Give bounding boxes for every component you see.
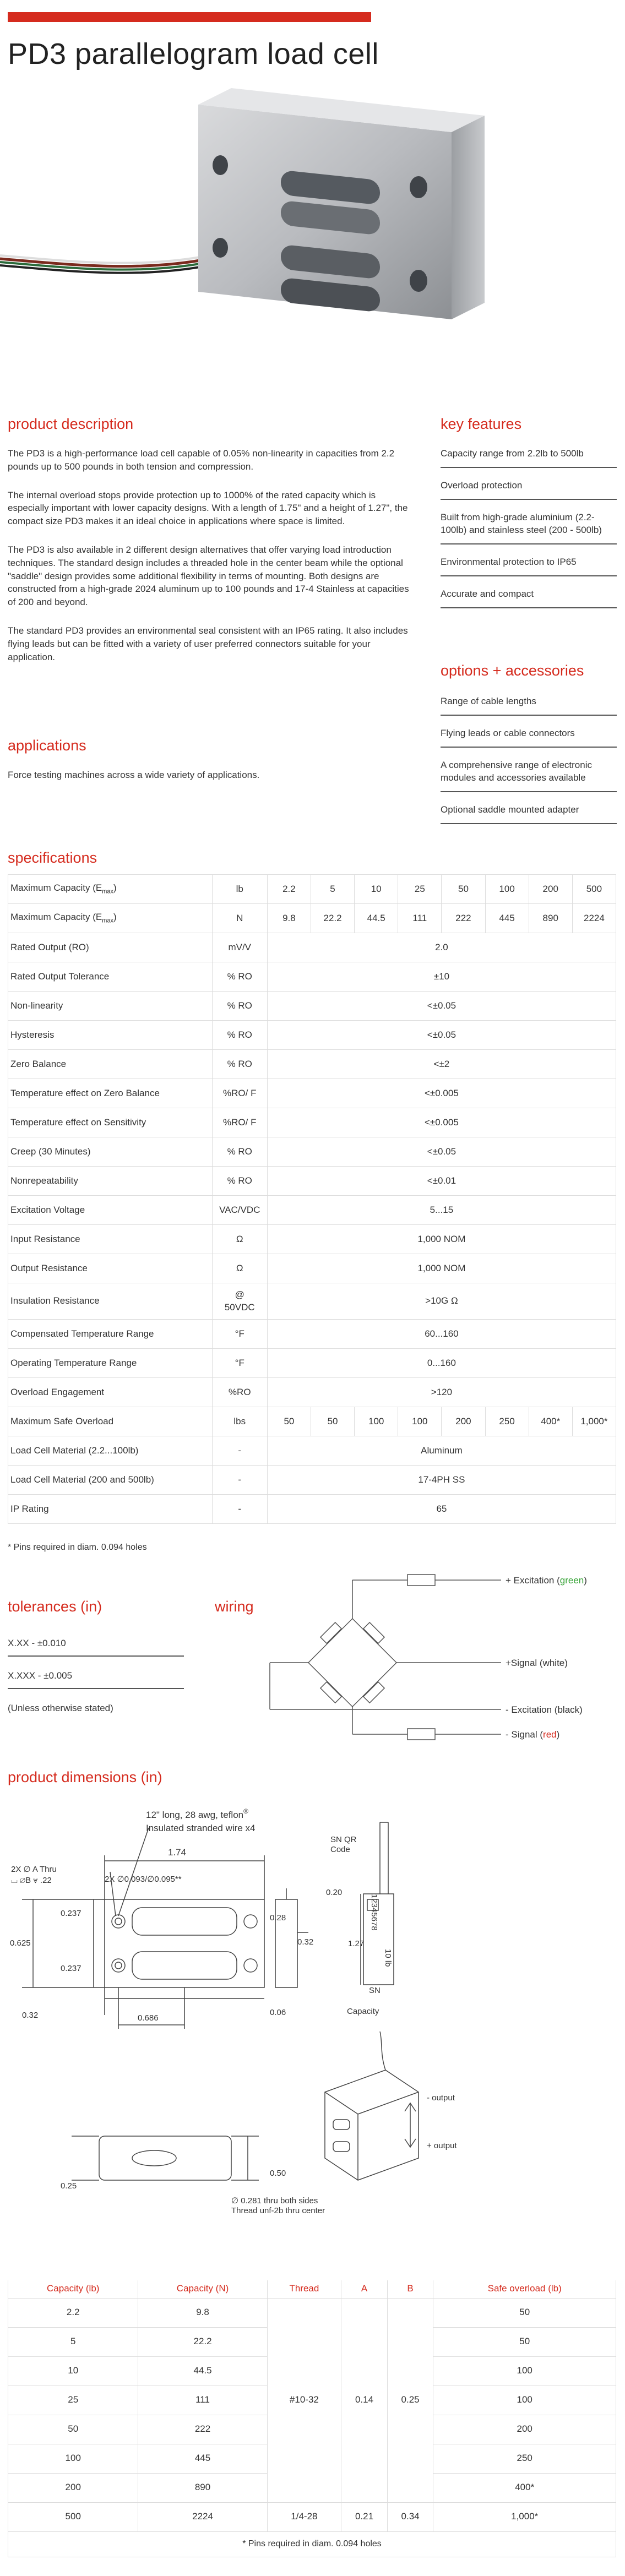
table-row <box>8 1283 616 1320</box>
table-row <box>8 1254 616 1283</box>
value-cell: 17-4PH SS <box>267 1466 616 1495</box>
safe-overload-cell: 1,000* <box>433 2502 616 2531</box>
unit-cell: N <box>212 904 267 933</box>
load-cell-product-image <box>0 83 625 347</box>
table-row <box>8 2502 616 2531</box>
value-cell: 5 <box>311 875 354 904</box>
unit-cell <box>212 1283 267 1320</box>
value-cell: 0...160 <box>267 1349 616 1378</box>
param-cell: Non-linearity <box>8 992 213 1021</box>
unit-line: 50VDC <box>224 1301 255 1312</box>
param-cell: Rated Output (RO) <box>8 933 213 962</box>
param-cell: Load Cell Material (2.2...100lb) <box>8 1436 213 1466</box>
dim-0237-b: 0.237 <box>61 1964 81 1973</box>
length-dim: 1.74 <box>168 1847 187 1858</box>
specifications-table <box>8 874 616 1524</box>
spec-footnote: * Pins required in diam. 0.094 holes <box>8 1543 147 1552</box>
param-cell <box>8 904 213 933</box>
unit-cell: mV/V <box>212 933 267 962</box>
capacity-lb-cell: 10 <box>8 2356 138 2386</box>
dim-050: 0.50 <box>270 2169 286 2178</box>
column-header: Thread <box>267 2280 341 2298</box>
param-cell: Load Cell Material (200 and 500lb) <box>8 1466 213 1495</box>
capacity-lb-cell: 100 <box>8 2444 138 2473</box>
value-cell: 1,000* <box>572 1407 616 1436</box>
capacity-n-cell: 2224 <box>138 2502 267 2531</box>
page-title: PD3 parallelogram load cell <box>8 37 379 70</box>
list-item: Optional saddle mounted adapter <box>441 800 617 824</box>
capacity-lb-cell: 200 <box>8 2473 138 2502</box>
value-cell: 50 <box>311 1407 354 1436</box>
table-row <box>8 1021 616 1050</box>
unit-cell: % RO <box>212 1167 267 1196</box>
column-header: Capacity (lb) <box>8 2280 138 2298</box>
capacity-lb-cell: 500 <box>8 2502 138 2531</box>
value-cell: 100 <box>355 1407 398 1436</box>
red-label: red <box>543 1729 557 1740</box>
value-cell: 1,000 NOM <box>267 1225 616 1254</box>
table-header-row <box>8 2280 616 2298</box>
param-cell: Temperature effect on Zero Balance <box>8 1079 213 1108</box>
safe-overload-cell: 50 <box>433 2298 616 2327</box>
value-cell: 60...160 <box>267 1320 616 1349</box>
description-paragraph: The PD3 is a high-performance load cell capable of 0.05% non-linearity in capacities from 2.2 pounds up to 500 pounds in both tension and compression. <box>8 448 395 472</box>
value-cell: <±0.01 <box>267 1167 616 1196</box>
tolerances-heading: tolerances (in) <box>8 1598 102 1615</box>
signal-minus-label <box>506 1729 559 1740</box>
safe-overload-cell: 200 <box>433 2415 616 2444</box>
param-cell: Input Resistance <box>8 1225 213 1254</box>
unit-cell: lb <box>212 875 267 904</box>
thru-dim: 2X ∅ A Thru <box>11 1865 57 1874</box>
list-item: A comprehensive range of electronic modules and accessories available <box>441 755 617 793</box>
unit-cell: VAC/VDC <box>212 1196 267 1225</box>
table-row <box>8 1167 616 1196</box>
table-row <box>8 1320 616 1349</box>
value-cell: 222 <box>442 904 485 933</box>
value-cell: >10G Ω <box>267 1283 616 1320</box>
column-header: B <box>387 2280 433 2298</box>
param-subscript: max <box>102 917 114 924</box>
thread-label-line2: Thread unf-2b thru center <box>231 2206 325 2213</box>
tolerances-list <box>8 1635 184 1731</box>
dim-0625: 0.625 <box>10 1938 31 1948</box>
wiring-diagram <box>259 1569 617 1745</box>
table-row <box>8 2531 616 2557</box>
list-item: Environmental protection to IP65 <box>441 552 617 576</box>
cable-label-line2: Insulated stranded wire x4 <box>146 1823 256 1833</box>
table-row <box>8 1108 616 1137</box>
capacity-n-cell: 44.5 <box>138 2356 267 2386</box>
param-text: Maximum Capacity (E <box>10 912 102 923</box>
unit-cell: %RO <box>212 1378 267 1407</box>
safe-overload-cell: 100 <box>433 2356 616 2386</box>
dimension-drawing <box>0 1784 625 2213</box>
param-subscript: max <box>102 888 114 895</box>
value-cell: 400* <box>529 1407 572 1436</box>
list-item: X.XXX - ±0.005 <box>8 1668 184 1689</box>
a-cell: 0.21 <box>341 2502 388 2531</box>
capacity-n-cell: 222 <box>138 2415 267 2444</box>
capacity-n-cell: 9.8 <box>138 2298 267 2327</box>
thread-cell: 1/4-28 <box>267 2502 341 2531</box>
param-cell: Compensated Temperature Range <box>8 1320 213 1349</box>
signal-minus-close: ) <box>556 1729 560 1740</box>
hole-dim: 2X ∅0.093/∅0.095** <box>105 1875 182 1884</box>
capacity-n-cell: 890 <box>138 2473 267 2502</box>
list-item: Flying leads or cable connectors <box>441 723 617 748</box>
value-cell: 200 <box>529 875 572 904</box>
param-cell: Operating Temperature Range <box>8 1349 213 1378</box>
capacity-n-cell: 22.2 <box>138 2327 267 2356</box>
dim-0686: 0.686 <box>138 2013 159 2023</box>
thread-label-line1: ∅ 0.281 thru both sides <box>231 2196 318 2205</box>
table-footnote: * Pins required in diam. 0.094 holes <box>8 2531 616 2557</box>
table-row <box>8 992 616 1021</box>
value-cell: 10 <box>355 875 398 904</box>
value-cell: <±0.005 <box>267 1079 616 1108</box>
param-cell: Overload Engagement <box>8 1378 213 1407</box>
capacity-n-cell: 111 <box>138 2386 267 2415</box>
dim-0237-a: 0.237 <box>61 1909 81 1918</box>
dim-032: 0.32 <box>22 2011 39 2020</box>
safe-overload-cell: 250 <box>433 2444 616 2473</box>
value-cell: 890 <box>529 904 572 933</box>
value-cell: 200 <box>442 1407 485 1436</box>
table-row <box>8 1079 616 1108</box>
unit-cell: - <box>212 1436 267 1466</box>
output-minus-label: - output <box>427 2093 455 2103</box>
table-row <box>8 1349 616 1378</box>
signal-plus-label: +Signal (white) <box>506 1658 568 1668</box>
value-cell: 100 <box>485 875 529 904</box>
wiring-heading: wiring <box>215 1598 254 1615</box>
unit-cell: °F <box>212 1320 267 1349</box>
unit-cell: Ω <box>212 1254 267 1283</box>
capacity-table <box>8 2280 616 2557</box>
safe-overload-cell: 400* <box>433 2473 616 2502</box>
table-row <box>8 1137 616 1167</box>
capacity-lb-cell: 25 <box>8 2386 138 2415</box>
param-close: ) <box>113 912 117 923</box>
param-cell: Output Resistance <box>8 1254 213 1283</box>
value-cell: 2.2 <box>267 875 311 904</box>
table-row <box>8 1050 616 1079</box>
cable-label-line1: 12" long, 28 awg, teflon <box>146 1810 244 1820</box>
unit-cell: % RO <box>212 1137 267 1167</box>
excitation-plus-close: ) <box>584 1575 587 1586</box>
applications-text: Force testing machines across a wide variety of applications. <box>8 770 260 780</box>
unit-cell: % RO <box>212 1021 267 1050</box>
value-cell: <±0.05 <box>267 1021 616 1050</box>
capacity-lb-cell: 50 <box>8 2415 138 2444</box>
list-item: Range of cable lengths <box>441 691 617 716</box>
param-cell: IP Rating <box>8 1495 213 1524</box>
specifications-heading: specifications <box>8 849 97 866</box>
param-cell: Insulation Resistance <box>8 1283 213 1320</box>
column-header: Capacity (N) <box>138 2280 267 2298</box>
unit-cell: - <box>212 1466 267 1495</box>
dim-025: 0.25 <box>61 2181 77 2191</box>
value-cell: 44.5 <box>355 904 398 933</box>
description-paragraph: The internal overload stops provide protection up to 1000% of the rated capacity which is especially important with lower capacity designs. With a length of 1.75" and a height of 1.27", the compact size PD3 makes it an ideal choice in applications where space is limited. <box>8 489 408 527</box>
table-row <box>8 875 616 904</box>
dimensions-heading: product dimensions (in) <box>8 1769 162 1785</box>
output-plus-label: + output <box>427 2141 457 2150</box>
value-cell: <±0.05 <box>267 1137 616 1167</box>
value-cell: 5...15 <box>267 1196 616 1225</box>
description-text <box>8 447 415 679</box>
value-cell: 250 <box>485 1407 529 1436</box>
list-item: Built from high-grade aluminium (2.2-100lb) and stainless steel (200 - 500lb) <box>441 508 617 545</box>
table-row <box>8 1495 616 1524</box>
param-cell: Creep (30 Minutes) <box>8 1137 213 1167</box>
cbore-dim: ⌴ ∅B ⩔ .22 <box>11 1876 52 1885</box>
signal-minus-text: - Signal ( <box>506 1729 544 1740</box>
options-heading: options + accessories <box>441 662 584 679</box>
list-item: X.XX - ±0.010 <box>8 1635 184 1657</box>
green-label: green <box>559 1575 584 1586</box>
value-cell: 50 <box>267 1407 311 1436</box>
value-cell: 445 <box>485 904 529 933</box>
param-cell: Zero Balance <box>8 1050 213 1079</box>
b-cell: 0.34 <box>387 2502 433 2531</box>
unit-cell: - <box>212 1495 267 1524</box>
unit-cell: % RO <box>212 992 267 1021</box>
table-row <box>8 1196 616 1225</box>
param-cell: Excitation Voltage <box>8 1196 213 1225</box>
value-cell: 65 <box>267 1495 616 1524</box>
value-cell: Aluminum <box>267 1436 616 1466</box>
dim-127: 1.27 <box>348 1939 365 1948</box>
table-row <box>8 1436 616 1466</box>
table-row <box>8 1225 616 1254</box>
excitation-minus-label: - Excitation (black) <box>506 1704 583 1715</box>
value-cell: 500 <box>572 875 616 904</box>
dim-032b: 0.32 <box>297 1937 314 1947</box>
key-features-list <box>441 444 617 616</box>
value-cell: <±2 <box>267 1050 616 1079</box>
unit-cell: Ω <box>212 1225 267 1254</box>
param-cell <box>8 875 213 904</box>
param-text: Maximum Capacity (E <box>10 883 102 894</box>
param-close: ) <box>113 883 117 894</box>
value-cell: 2224 <box>572 904 616 933</box>
cable-label-reg: ® <box>243 1807 248 1815</box>
key-features-heading: key features <box>441 416 522 432</box>
table-row <box>8 1378 616 1407</box>
value-cell: ±10 <box>267 962 616 992</box>
unit-cell: % RO <box>212 962 267 992</box>
value-cell: 22.2 <box>311 904 354 933</box>
description-paragraph: The standard PD3 provides an environmental seal consistent with an IP65 rating. It also includes flying leads but can be fitted with a variety of user preferred connectors suitable for your application. <box>8 625 408 662</box>
unit-line: @ <box>235 1289 244 1300</box>
value-cell: <±0.005 <box>267 1108 616 1137</box>
capacity-lb-cell: 5 <box>8 2327 138 2356</box>
capacity-marking: 10 lb <box>383 1949 393 1967</box>
serial-number: 12345678 <box>369 1894 379 1931</box>
column-header: Safe overload (lb) <box>433 2280 616 2298</box>
description-paragraph: The PD3 is also available in 2 different design alternatives that offer varying load introduction techniques. The standard design includes a threaded hole in the center beam while the optional "saddle" design provides some additional flexibility in terms of mounting. Both designs are constructed from a high-grade 2024 aluminum up to 100 pounds and 17-4 Stainless at capacities of 200 and beyond. <box>8 544 409 608</box>
list-item: (Unless otherwise stated) <box>8 1702 113 1713</box>
list-item: Overload protection <box>441 476 617 500</box>
table-row <box>8 2298 616 2327</box>
table-row <box>8 904 616 933</box>
capacity-label: Capacity <box>347 2007 379 2016</box>
param-cell: Temperature effect on Sensitivity <box>8 1108 213 1137</box>
excitation-plus-label <box>506 1575 587 1586</box>
column-header: A <box>341 2280 388 2298</box>
unit-cell: %RO/ F <box>212 1079 267 1108</box>
applications-heading: applications <box>8 737 86 754</box>
value-cell: 2.0 <box>267 933 616 962</box>
value-cell: 111 <box>398 904 442 933</box>
list-item: Capacity range from 2.2lb to 500lb <box>441 444 617 468</box>
description-heading: product description <box>8 416 134 432</box>
param-cell: Nonrepeatability <box>8 1167 213 1196</box>
excitation-plus-text: + Excitation ( <box>506 1575 560 1586</box>
param-cell: Rated Output Tolerance <box>8 962 213 992</box>
cable-label <box>146 1807 248 1820</box>
unit-cell: % RO <box>212 1050 267 1079</box>
sn-qr-label-line1: SN QR <box>330 1835 357 1844</box>
b-cell: 0.25 <box>387 2298 433 2502</box>
table-row <box>8 962 616 992</box>
dim-006: 0.06 <box>270 2008 286 2017</box>
value-cell: 1,000 NOM <box>267 1254 616 1283</box>
unit-cell: %RO/ F <box>212 1108 267 1137</box>
thread-cell: #10-32 <box>267 2298 341 2502</box>
sn-label: SN <box>369 1986 381 1995</box>
param-cell: Hysteresis <box>8 1021 213 1050</box>
dim-020: 0.20 <box>326 1888 343 1897</box>
table-row <box>8 933 616 962</box>
top-accent-bar <box>8 12 371 22</box>
dim-028: 0.28 <box>270 1913 286 1923</box>
value-cell: >120 <box>267 1378 616 1407</box>
unit-cell: °F <box>212 1349 267 1378</box>
a-cell: 0.14 <box>341 2298 388 2502</box>
table-row <box>8 1466 616 1495</box>
value-cell: 100 <box>398 1407 442 1436</box>
list-item: Accurate and compact <box>441 584 617 608</box>
value-cell: 25 <box>398 875 442 904</box>
param-cell: Maximum Safe Overload <box>8 1407 213 1436</box>
table-row <box>8 1407 616 1436</box>
options-list <box>441 691 617 832</box>
capacity-lb-cell: 2.2 <box>8 2298 138 2327</box>
safe-overload-cell: 100 <box>433 2386 616 2415</box>
value-cell: 9.8 <box>267 904 311 933</box>
unit-cell: lbs <box>212 1407 267 1436</box>
safe-overload-cell: 50 <box>433 2327 616 2356</box>
value-cell: <±0.05 <box>267 992 616 1021</box>
capacity-n-cell: 445 <box>138 2444 267 2473</box>
sn-qr-label-line2: Code <box>330 1845 350 1854</box>
value-cell: 50 <box>442 875 485 904</box>
